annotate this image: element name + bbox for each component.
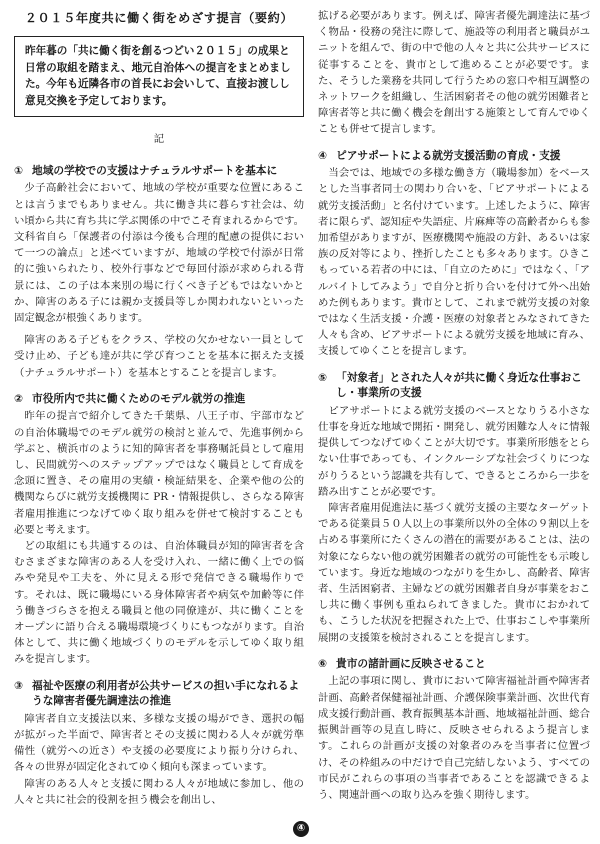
section-number: ① xyxy=(14,163,24,177)
section-heading xyxy=(318,656,590,672)
section-1 xyxy=(14,163,304,381)
section-title: ピアサポートによる就労支援活動の育成・支援 xyxy=(336,148,561,162)
section-heading xyxy=(14,391,304,407)
section-3 xyxy=(14,678,304,808)
section-number: ⑤ xyxy=(318,370,328,384)
section-4 xyxy=(318,148,590,360)
paragraph: 上記の事項に関し、貴市において障害福祉計画や障害者計画、高齢者保健福祉計画、介護保険事業計画、次世代育成支援行動計画、教育振興基本計画、地域福祉計画、総合振興計画等の見直し時に、反映させられるよう提言します。これらの計画が支援の対象者のみを当事者に位置づけ、その枠組みの中だけで自己完結しないよう、すべての市民がこれらの事項の当事者であることを認識できるよう、関連計画への取り込みを強く期待します。 xyxy=(318,675,590,801)
section-2 xyxy=(14,391,304,668)
section-number: ② xyxy=(14,391,24,405)
section-number: ⑥ xyxy=(318,656,328,670)
right-column xyxy=(318,8,590,803)
summary-box: 昨年暮の「共に働く街を創るつどい２０１５」の成果と日常の取組を踏まえ、地元自治体への提言をまとめました。今年も近隣各市の首長にお会いして、直接お渡しし意見交換を予定しております。 xyxy=(14,36,304,116)
paragraph: ピアサポートによる就労支援のベースとなりうる小さな仕事を身近な地域で開拓・開発し、就労困難な人々に情報提供してつなげてゆくことが大切です。事業所形態をとらない仕事であっても、インクルーシブな社会づくりにつながりうるという認識を共有して、できるところから一歩を踏み出すことが必要です。 xyxy=(318,404,590,498)
paragraph: どの取組にも共通するのは、自治体職員が知的障害者を含むさまざまな障害のある人を受け入れ、一緒に働く上での悩みや発見や工夫を、外に見える形で発信できる職場作りです。それは、既に職場にいる身体障害者や病気や加齢等に伴う働きづらさを抱える職員と他の同僚達が、共に働くことをオープンに語り合える職場環境づくりにもつながります。自治体として、共に働く地域づくりのモデルを示してゆく取り組みを提言します。 xyxy=(14,540,304,666)
section-title: 福祉や医療の利用者が公共サービスの担い手になれるような障害者優先調達法の推進 xyxy=(32,678,300,708)
paragraph: 障害者雇用促進法に基づく就労支援の主要なターゲットである従業員５０人以上の事業所以外の全体の９割以上を占める事業所にたくさんの潜在的需要があることは、法の対象にならない他の就労困難者の就労の可能性をも示唆しています。身近な地域のつながりを生かし、高齢者、障害者、生活困窮者、主婦などの就労困難者自身が事業をおこし共に働く事例も重ねられてきました。貴市におかれても、こうした状況を把握された上で、仕事おこしや事業所展開の支援策を検討されることを提言します。 xyxy=(318,502,590,644)
page-number: ④ xyxy=(293,821,309,837)
paragraph: 障害のある人々と支援に関わる人々が地域に参加し、他の人々と共に社会的役割を担う機会を創出し、 xyxy=(14,777,304,806)
section-number: ③ xyxy=(14,678,24,692)
section-title: 地域の学校での支援はナチュラルサポートを基本に xyxy=(32,163,278,177)
left-column xyxy=(14,8,304,808)
section-5 xyxy=(318,370,590,646)
section-title: 貴市の諸計画に反映させること xyxy=(336,656,486,670)
continued-paragraph: 拡げる必要があります。例えば、障害者優先調達法に基づく物品・役務の発注に際して、施設等の利用者と職員がユニットを組んで、街の中で他の人々と共に公共サービスに従事することを、貴市として進めることが必要です。また、そうした業務を共同して行うための窓口や相互調整のネットワークを組織し、生活困窮者その他の就労困難者と障害者等と共に働く機会を創出する施策として育んでゆくことも併せて提言します。 xyxy=(318,10,590,136)
paragraph: 当会では、地域での多様な働き方（職場参加）をベースとした当事者同士の関わり合いを、「ピアサポートによる就労支援活動」と名付けています。上述したように、障害者に限らず、認知症や失語症、片麻痺等の高齢者からも参加希望がありますが、医療機関や施設の方針、あるいは家族の反対等により、挫折したことも多々あります。ひきこもっている若者の中には、「自立のために」ではなく、「アルバイトしてみよう」で自分と折り合いを付けて外へ出始めた例もあります。貴市として、これまで就労支援の対象ではなく生活支援・介護・医療の対象者とみなされてきた人々も含め、ピアサポートによる就労支援を地域に育み、支援してゆくことを提言します。 xyxy=(318,167,590,358)
section-title: 市役所内で共に働くためのモデル就労の推進 xyxy=(32,391,246,405)
ki-mark: 記 xyxy=(153,132,165,145)
paragraph: 少子高齢社会において、地域の学校が重要な位置にあることは言うまでもありません。共に働き共に暮らす社会は、幼い頃から共に育ち共に学ぶ関係の中でこそ育まれるからです。文科省自ら「保護者の付添は今後も合理的配慮の提供において一つの論点」と述べていますが、地域の学校で付添が日常的に強いられたり、校外行事などで毎回付添が求められる背景には、この子は本来別の場に行くべき子どもではないかとか、障害のある子には親か支援員等しか関われないといった固定観念が根強くあります。 xyxy=(14,182,304,324)
section-heading xyxy=(318,370,590,401)
paragraph: 昨年の提言で紹介してきた千葉県、八王子市、宇部市などの自治体職場でのモデル就労の検討と並んで、先進事例から学ぶと、横浜市のように知的障害者を事務嘱託員として雇用し、民間就労へのステップアップではなく職員として育成を念頭に置き、その雇用の実績・検証結果を、企業や他の公的機関ならびに就労支援機関に PR・情報提供し、さらなる障害者雇用推進につなげてゆく取り組みを併せて検討することも必要と考えます。 xyxy=(14,410,304,536)
section-title: 「対象者」とされた人々が共に働く身近な仕事おこし・事業所の支援 xyxy=(336,370,582,400)
document-title: ２０１５年度共に働く街をめざす提言（要約） xyxy=(24,11,294,25)
section-6 xyxy=(318,656,590,803)
paragraph: 障害者自立支援法以来、多様な支援の場ができ、選択の幅が拡がった半面で、障害者とその支援に関わる人々が就労準備性（就労への近さ）や支援の必要度により振り分けられ、各々の世界が固定化されてゆく傾向も深まっています。 xyxy=(14,712,304,774)
section-heading xyxy=(14,163,304,179)
section-heading xyxy=(318,148,590,164)
section-heading xyxy=(14,678,304,709)
paragraph: 障害のある子どもをクラス、学校の欠かせない一員として受け止め、子ども達が共に学び育つことを基本に据えた支援（ナチュラルサポート）を基本とすることを提言します。 xyxy=(14,334,304,379)
section-number: ④ xyxy=(318,148,328,162)
